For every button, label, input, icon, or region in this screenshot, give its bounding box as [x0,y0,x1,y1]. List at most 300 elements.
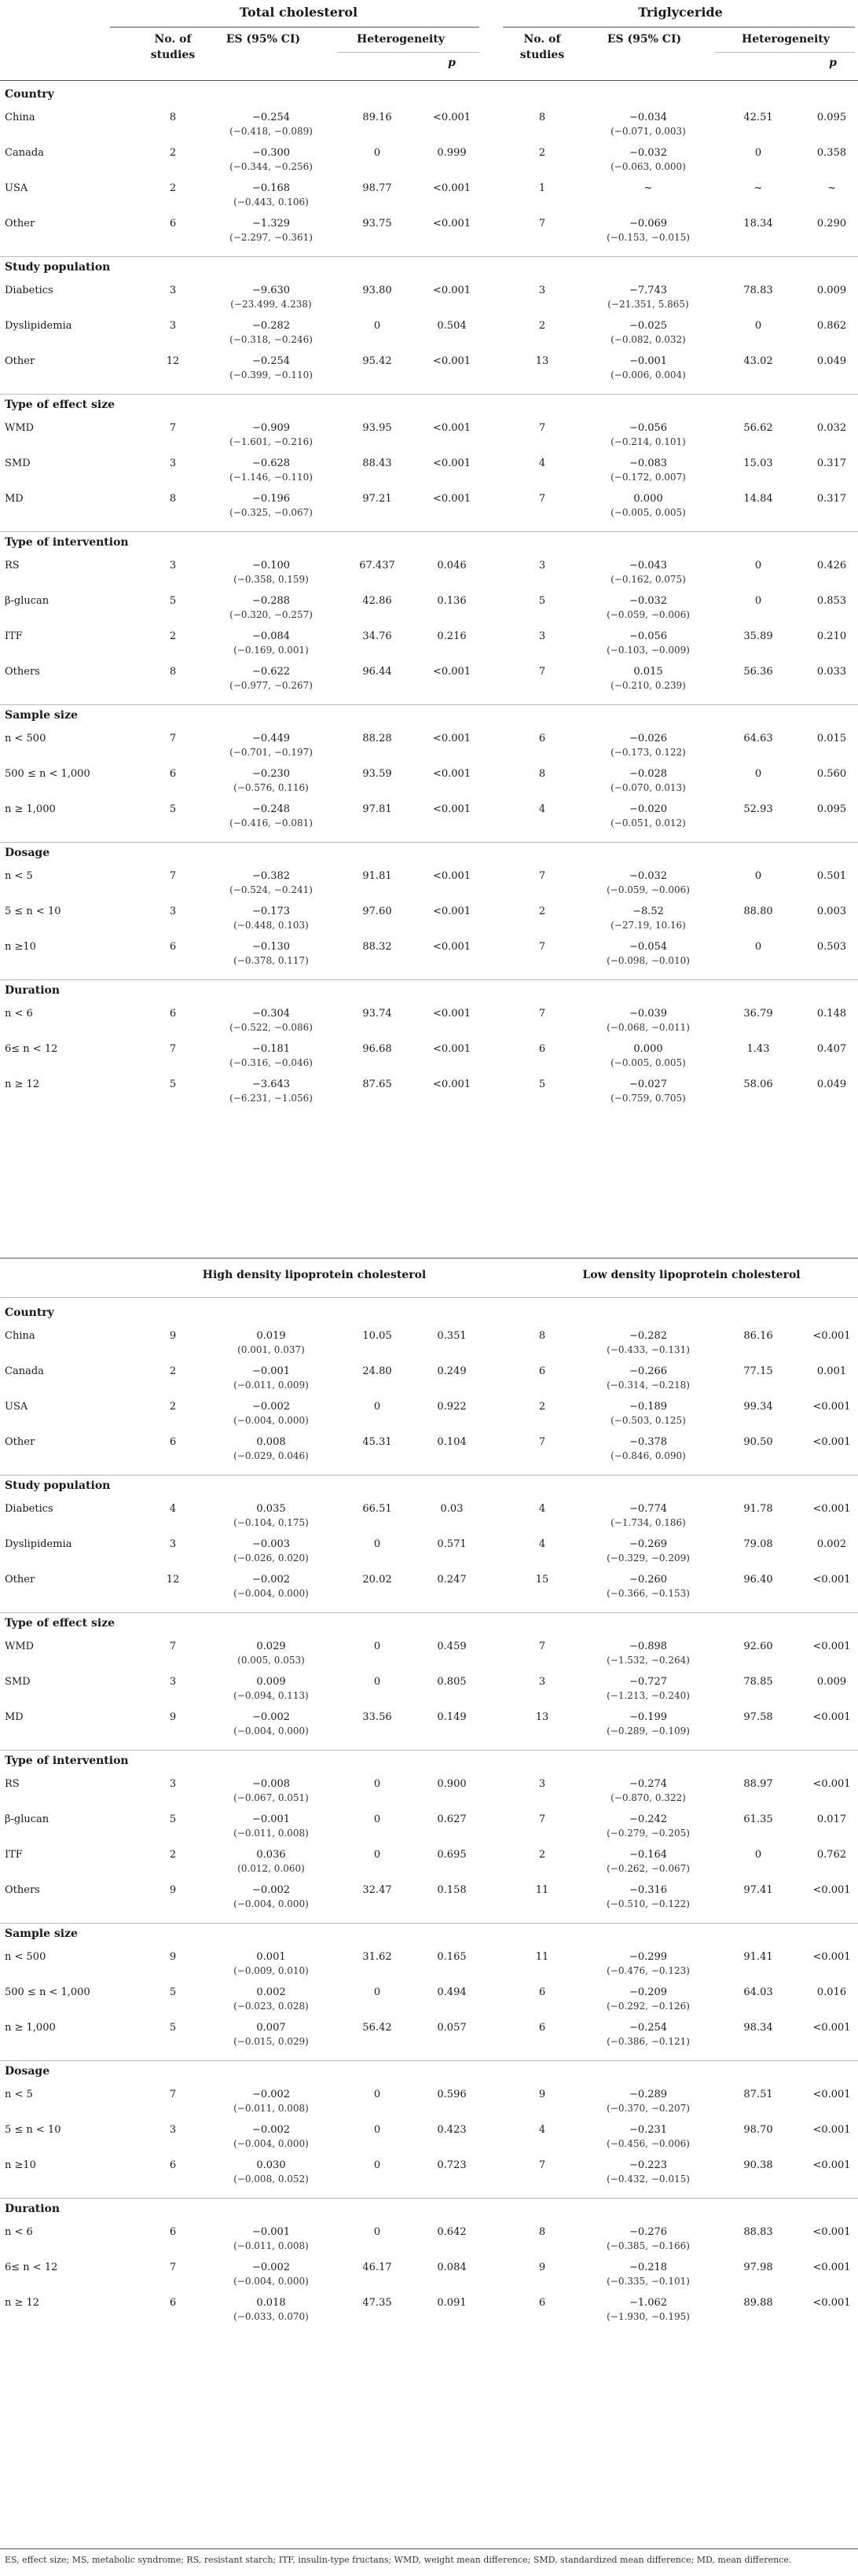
row-label: Other [5,355,35,367]
cell-ci: (−0.094, 0.113) [233,1690,309,1701]
cell-i2: 88.80 [743,906,773,917]
cell-p: <0.001 [432,906,471,917]
cell-i2: 91.81 [362,870,392,882]
cell-ci: (−0.004, 0.000) [233,1898,309,1909]
cell-p: <0.001 [812,2159,851,2171]
cell-es: −8.52 [632,906,664,917]
cell-i2: 45.31 [362,1436,392,1448]
cell-studies: 4 [538,1503,546,1515]
cell-es: −0.189 [629,1401,668,1413]
row-label: n < 500 [5,1951,46,1963]
cell-es: −0.218 [629,2262,668,2273]
cell-es: −0.449 [251,733,291,744]
cell-studies: 6 [169,1436,177,1448]
cell-i2: 43.02 [743,355,773,367]
cell-i2: 0 [373,1778,381,1790]
section-title: Country [5,1306,54,1319]
section-title: Dosage [5,2065,50,2078]
cell-studies: 4 [538,458,546,469]
es-header-tg: ES (95% CI) [607,33,682,46]
cell-studies: 2 [169,1401,177,1413]
table-footnote: ES, effect size; MS, metabolic syndrome; RS, resistant starch; ITF, insulin-type fructans; WMD, weight mean difference; SMD, standardized mean difference; MD, mean difference. [5,2555,792,2565]
row-label: 500 ≤ n < 1,000 [5,1986,90,1998]
cell-studies: 2 [169,182,177,194]
cell-i2: 33.56 [362,1711,392,1723]
cell-studies: 5 [169,1079,177,1090]
cell-p: 0.148 [816,1008,847,1020]
cell-ci: (−0.004, 0.000) [233,2138,309,2149]
cell-es: −0.628 [251,458,291,469]
section-divider [0,256,858,257]
cell-studies: 9 [169,1711,177,1723]
cell-es: 0.000 [633,1043,663,1055]
cell-p: 0.423 [437,2124,467,2136]
cell-es: 0.000 [633,493,663,505]
cell-es: −0.130 [251,941,291,953]
cell-i2: 78.85 [743,1676,773,1688]
cell-i2: 87.51 [743,2089,773,2100]
cell-ci: (−0.977, −0.267) [229,680,313,691]
cell-p: 0.158 [437,1884,467,1896]
cell-studies: 3 [169,458,177,469]
section-divider [0,2060,858,2061]
cell-p: <0.001 [812,1884,851,1896]
cell-es: −0.909 [251,422,291,434]
cell-ci: (−0.169, 0.001) [233,645,309,656]
cell-i2: 35.89 [743,630,773,642]
cell-ci: (−0.153, −0.015) [607,232,690,243]
section-divider [0,842,858,843]
cell-i2: 0 [373,1401,381,1413]
cell-i2: 90.38 [743,2159,773,2171]
cell-ci: (−0.008, 0.052) [233,2174,309,2185]
section-title: Type of effect size [5,399,116,411]
cell-ci: (−0.082, 0.032) [610,334,686,345]
cell-studies: 7 [169,2262,177,2273]
cell-studies: 6 [169,218,177,230]
cell-studies: 13 [535,1711,549,1723]
cell-studies: 6 [169,768,177,780]
cell-studies: 5 [169,2022,177,2034]
row-label: RS [5,1778,20,1790]
cell-ci: (−0.292, −0.126) [607,2001,690,2012]
cell-ci: (−0.262, −0.067) [607,1863,690,1874]
cell-ci: (−0.004, 0.000) [233,2276,309,2287]
cell-p: <0.001 [432,112,471,123]
cell-p: <0.001 [432,1043,471,1055]
cell-p: 0.642 [437,2226,467,2238]
p-header-tc: p [448,57,456,69]
cell-studies: 7 [538,1008,546,1020]
cell-studies: 3 [169,320,177,332]
row-label: Dyslipidemia [5,320,72,332]
cell-ci: (−0.432, −0.015) [607,2174,690,2185]
cell-studies: 6 [538,1043,546,1055]
cell-studies: 2 [538,1401,546,1413]
cell-es: −0.032 [629,147,668,159]
cell-p: 0.723 [437,2159,467,2171]
cell-i2: 0 [373,1538,381,1550]
cell-p: <0.001 [432,422,471,434]
cell-es: −0.100 [251,560,291,571]
cell-studies: 7 [538,2159,546,2171]
es-header-tc: ES (95% CI) [226,33,301,46]
cell-p: <0.001 [432,768,471,780]
cell-ci: (−0.456, −0.006) [607,2138,690,2149]
cell-es: −0.209 [629,1986,668,1998]
cell-es: 0.009 [256,1676,286,1688]
cell-es: −0.382 [251,870,291,882]
cell-ci: (−0.009, 0.010) [233,1965,309,1976]
cell-i2: 0 [373,1849,381,1861]
cell-p: <0.001 [812,1436,851,1448]
cell-ci: (−0.063, 0.000) [610,161,686,172]
cell-i2: 0 [373,1641,381,1652]
cell-es: −0.001 [251,2226,291,2238]
cell-studies: 8 [538,1330,546,1342]
cell-es: −0.020 [629,803,668,815]
cell-es: −0.002 [251,1401,291,1413]
cell-es: −0.282 [629,1330,668,1342]
cell-ci: (−0.386, −0.121) [607,2036,690,2047]
cell-ci: (−0.006, 0.004) [610,369,686,380]
cell-p: 0.805 [437,1676,467,1688]
cell-ci: (−0.162, 0.075) [610,574,686,585]
cell-es: −0.002 [251,2262,291,2273]
cell-ci: (−0.011, 0.008) [233,2240,309,2251]
cell-i2: 0 [373,1676,381,1688]
cell-i2: 93.75 [362,218,392,230]
cell-studies: 3 [538,285,546,296]
cell-ci: (−0.329, −0.209) [607,1553,690,1564]
cell-studies: 8 [169,112,177,123]
cell-es: −0.025 [629,320,668,332]
cell-es: −9.630 [251,285,291,296]
cell-es: −0.223 [629,2159,668,2171]
cell-studies: 3 [169,285,177,296]
cell-studies: 15 [535,1574,549,1586]
cell-studies: 2 [169,630,177,642]
cell-p: 0.290 [816,218,847,230]
table-bottom-rule [0,2548,858,2549]
cell-i2: 97.58 [743,1711,773,1723]
cell-es: −0.300 [251,147,291,159]
row-label: China [5,112,35,123]
cell-ci: (−0.051, 0.012) [610,818,686,829]
cell-i2: 99.34 [743,1401,773,1413]
cell-es: −0.008 [251,1778,291,1790]
cell-studies: 5 [169,1813,177,1825]
section-title: Sample size [5,1927,78,1940]
ldl-header: Low density lipoprotein cholesterol [582,1269,801,1281]
cell-es: −0.304 [251,1008,291,1020]
cell-es: −0.378 [629,1436,668,1448]
cell-es: −0.002 [251,1574,291,1586]
cell-studies: 6 [538,733,546,744]
cell-ci: (−0.004, 0.000) [233,1415,309,1426]
cell-ci: (−0.316, −0.046) [229,1057,313,1068]
cell-i2: 96.40 [743,1574,773,1586]
cell-es: −0.002 [251,1711,291,1723]
cell-i2: 10.05 [362,1330,392,1342]
cell-p: <0.001 [432,182,471,194]
cell-es: −0.168 [251,182,291,194]
cell-ci: (−0.015, 0.029) [233,2036,309,2047]
cell-es: −0.231 [629,2124,668,2136]
cell-p: 0.358 [816,147,847,159]
cell-ci: (−1.734, 0.186) [610,1517,686,1528]
cell-i2: 88.28 [362,733,392,744]
cell-ci: (−0.068, −0.011) [607,1022,690,1033]
section-divider [0,1923,858,1924]
cell-studies: 2 [538,320,546,332]
cell-p: <0.001 [432,733,471,744]
cell-i2: 0 [373,320,381,332]
cell-p: <0.001 [432,285,471,296]
triglyceride-header: Triglyceride [638,5,723,20]
cell-ci: (−0.385, −0.166) [607,2240,690,2251]
cell-es: −0.039 [629,1008,668,1020]
cell-i2: 78.83 [743,285,773,296]
row-label: USA [5,182,28,194]
middle-rule-top [0,1258,858,1259]
row-label: β-glucan [5,595,50,607]
cell-ci: (−0.033, 0.070) [233,2311,309,2322]
section-title: Type of effect size [5,1617,116,1630]
cell-studies: 7 [169,870,177,882]
header-rule-tc [110,27,479,28]
cell-es: −0.056 [629,630,668,642]
section-divider [0,704,858,705]
cell-ci: (−0.522, −0.086) [229,1022,313,1033]
cell-studies: 7 [169,422,177,434]
cell-p: 0.046 [437,560,467,571]
cell-ci: (−0.005, 0.005) [610,1057,686,1068]
cell-p: 0.459 [437,1641,467,1652]
cell-ci: (−0.070, 0.013) [610,782,686,793]
cell-es: −0.173 [251,906,291,917]
cell-studies: 7 [169,733,177,744]
cell-p: 0.862 [816,320,847,332]
cell-es: −0.084 [251,630,291,642]
cell-i2: 42.51 [743,112,773,123]
cell-i2: 31.62 [362,1951,392,1963]
cell-i2: 64.03 [743,1986,773,1998]
row-label: Other [5,1436,35,1448]
cell-p: <0.001 [812,2124,851,2136]
cell-studies: 5 [169,1986,177,1998]
cell-i2: 56.36 [743,666,773,678]
cell-es: −0.288 [251,595,291,607]
cell-es: −0.898 [629,1641,668,1652]
cell-ci: (−0.098, −0.010) [607,955,690,966]
row-label: RS [5,560,20,571]
cell-p: 0.853 [816,595,847,607]
cell-ci: (−0.071, 0.003) [610,126,686,137]
cell-es: −0.001 [251,1813,291,1825]
cell-i2: 52.93 [743,803,773,815]
cell-ci: (−0.476, −0.123) [607,1965,690,1976]
cell-i2: 91.41 [743,1951,773,1963]
cell-i2: 88.97 [743,1778,773,1790]
cell-ci: (−0.173, 0.122) [610,747,686,758]
cell-ci: (−0.104, 0.175) [233,1517,309,1528]
cell-studies: 7 [538,422,546,434]
cell-p: 0.017 [816,1813,847,1825]
cell-p: 0.009 [816,1676,847,1688]
cell-es: 0.018 [256,2297,286,2309]
cell-i2: 0 [373,147,381,159]
cell-ci: (−0.370, −0.207) [607,2103,690,2114]
cell-p: 0.247 [437,1574,467,1586]
cell-p: 0.317 [816,493,847,505]
row-label: China [5,1330,35,1342]
cell-es: −0.181 [251,1043,291,1055]
row-label: n < 6 [5,2226,33,2238]
cell-ci: (−27.19, 10.16) [610,920,686,931]
cell-p: 0.091 [437,2297,467,2309]
header-rule-tg [503,27,855,28]
cell-es: −0.002 [251,2124,291,2136]
cell-studies: 9 [538,2089,546,2100]
section-title: Duration [5,2203,60,2215]
cell-studies: 2 [538,906,546,917]
cell-i2: 0 [754,1849,762,1861]
row-label: SMD [5,458,31,469]
cell-studies: 9 [538,2262,546,2273]
cell-ci: (−0.399, −0.110) [229,369,313,380]
cell-ci: (−0.011, 0.008) [233,2103,309,2114]
section-title: Type of intervention [5,1755,129,1767]
cell-p: <0.001 [812,1503,851,1515]
section-divider [0,1612,858,1613]
cell-ci: (−0.701, −0.197) [229,747,313,758]
row-label: 5 ≤ n < 10 [5,906,61,917]
cell-ci: (−0.029, 0.046) [233,1450,309,1461]
cell-studies: 2 [538,1849,546,1861]
cell-p: 0.033 [816,666,847,678]
cell-es: −0.032 [629,595,668,607]
row-label: n < 6 [5,1008,33,1020]
cell-es: 0.007 [256,2022,286,2034]
cell-es: −1.329 [251,218,291,230]
cell-studies: 9 [169,1884,177,1896]
cell-p: 0.571 [437,1538,467,1550]
cell-es: −7.743 [629,285,668,296]
cell-studies: 2 [169,1849,177,1861]
cell-i2: 96.68 [362,1043,392,1055]
cell-es: −0.622 [251,666,291,678]
cell-es: 0.002 [256,1986,286,1998]
cell-p: 0.165 [437,1951,467,1963]
cell-i2: 86.16 [743,1330,773,1342]
cell-i2: 0 [373,1986,381,1998]
cell-studies: 7 [538,493,546,505]
cell-studies: 13 [535,355,549,367]
cell-p: <0.001 [812,1330,851,1342]
cell-ci: (−23.499, 4.238) [230,299,312,310]
cell-i2: 77.15 [743,1365,773,1377]
cell-studies: 6 [169,1008,177,1020]
cell-p: <0.001 [432,1008,471,1020]
cell-i2: 0 [754,320,762,332]
cell-p: <0.001 [812,2262,851,2273]
cell-p: 0.501 [816,870,847,882]
cell-i2: 93.59 [362,768,392,780]
cell-es: −0.274 [629,1778,668,1790]
cell-studies: 6 [538,1365,546,1377]
cell-es: −0.054 [629,941,668,953]
cell-es: −0.028 [629,768,668,780]
cell-p: 0.922 [437,1401,467,1413]
hdl-header: High density lipoprotein cholesterol [202,1269,427,1281]
row-label: Diabetics [5,1503,53,1515]
cell-es: −0.032 [629,870,668,882]
cell-studies: 2 [169,1365,177,1377]
row-label: Canada [5,1365,44,1377]
cell-es: −0.027 [629,1079,668,1090]
cell-es: −0.289 [629,2089,668,2100]
cell-i2: 90.50 [743,1436,773,1448]
cell-ci: (−0.005, 0.005) [610,507,686,518]
cell-es: 0.035 [256,1503,286,1515]
cell-es: 0.029 [256,1641,286,1652]
cell-ci: (−0.366, −0.153) [607,1588,690,1599]
het-rule-tc [338,52,479,53]
cell-es: −0.282 [251,320,291,332]
row-label: Dyslipidemia [5,1538,72,1550]
cell-ci: (−0.524, −0.241) [229,884,313,895]
cell-i2: 14.84 [743,493,773,505]
cell-studies: 5 [538,1079,546,1090]
cell-studies: 3 [169,2124,177,2136]
cell-p: <0.001 [812,2022,851,2034]
cell-i2: 0 [373,2226,381,2238]
cell-ci: (−0.344, −0.256) [229,161,313,172]
cell-es: 0.030 [256,2159,286,2171]
cell-ci: (−0.011, 0.009) [233,1380,309,1391]
cell-p: <0.001 [812,1778,851,1790]
cell-i2: 0 [754,870,762,882]
row-label: Others [5,1884,40,1896]
no-studies-header-tc: No. of studies [150,33,196,61]
cell-es: −0.254 [251,112,291,123]
cell-p: 0.003 [816,906,847,917]
cell-ci: (−0.378, 0.117) [233,955,309,966]
cell-p: 0.057 [437,2022,467,2034]
cell-studies: 7 [169,1043,177,1055]
cell-es: −0.003 [251,1538,291,1550]
cell-i2: 93.80 [362,285,392,296]
cell-studies: 11 [535,1884,549,1896]
cell-ci: (−1.146, −0.110) [229,472,313,483]
cell-p: 0.503 [816,941,847,953]
cell-ci: (−0.059, −0.006) [607,884,690,895]
cell-i2: 61.35 [743,1813,773,1825]
section-divider [0,1750,858,1751]
cell-studies: 3 [169,1538,177,1550]
cell-ci: (−1.930, −0.195) [607,2311,690,2322]
cell-ci: (−0.314, −0.218) [607,1380,690,1391]
heterogeneity-header-tc: Heterogeneity [357,33,445,46]
cell-ci: (−1.532, −0.264) [607,1655,690,1666]
cell-ci: (−2.297, −0.361) [229,232,313,243]
section-title: Sample size [5,709,78,722]
cell-p: <0.001 [812,2089,851,2100]
row-label: Other [5,218,35,230]
cell-es: −0.199 [629,1711,668,1723]
p-header-tg: p [829,57,837,69]
